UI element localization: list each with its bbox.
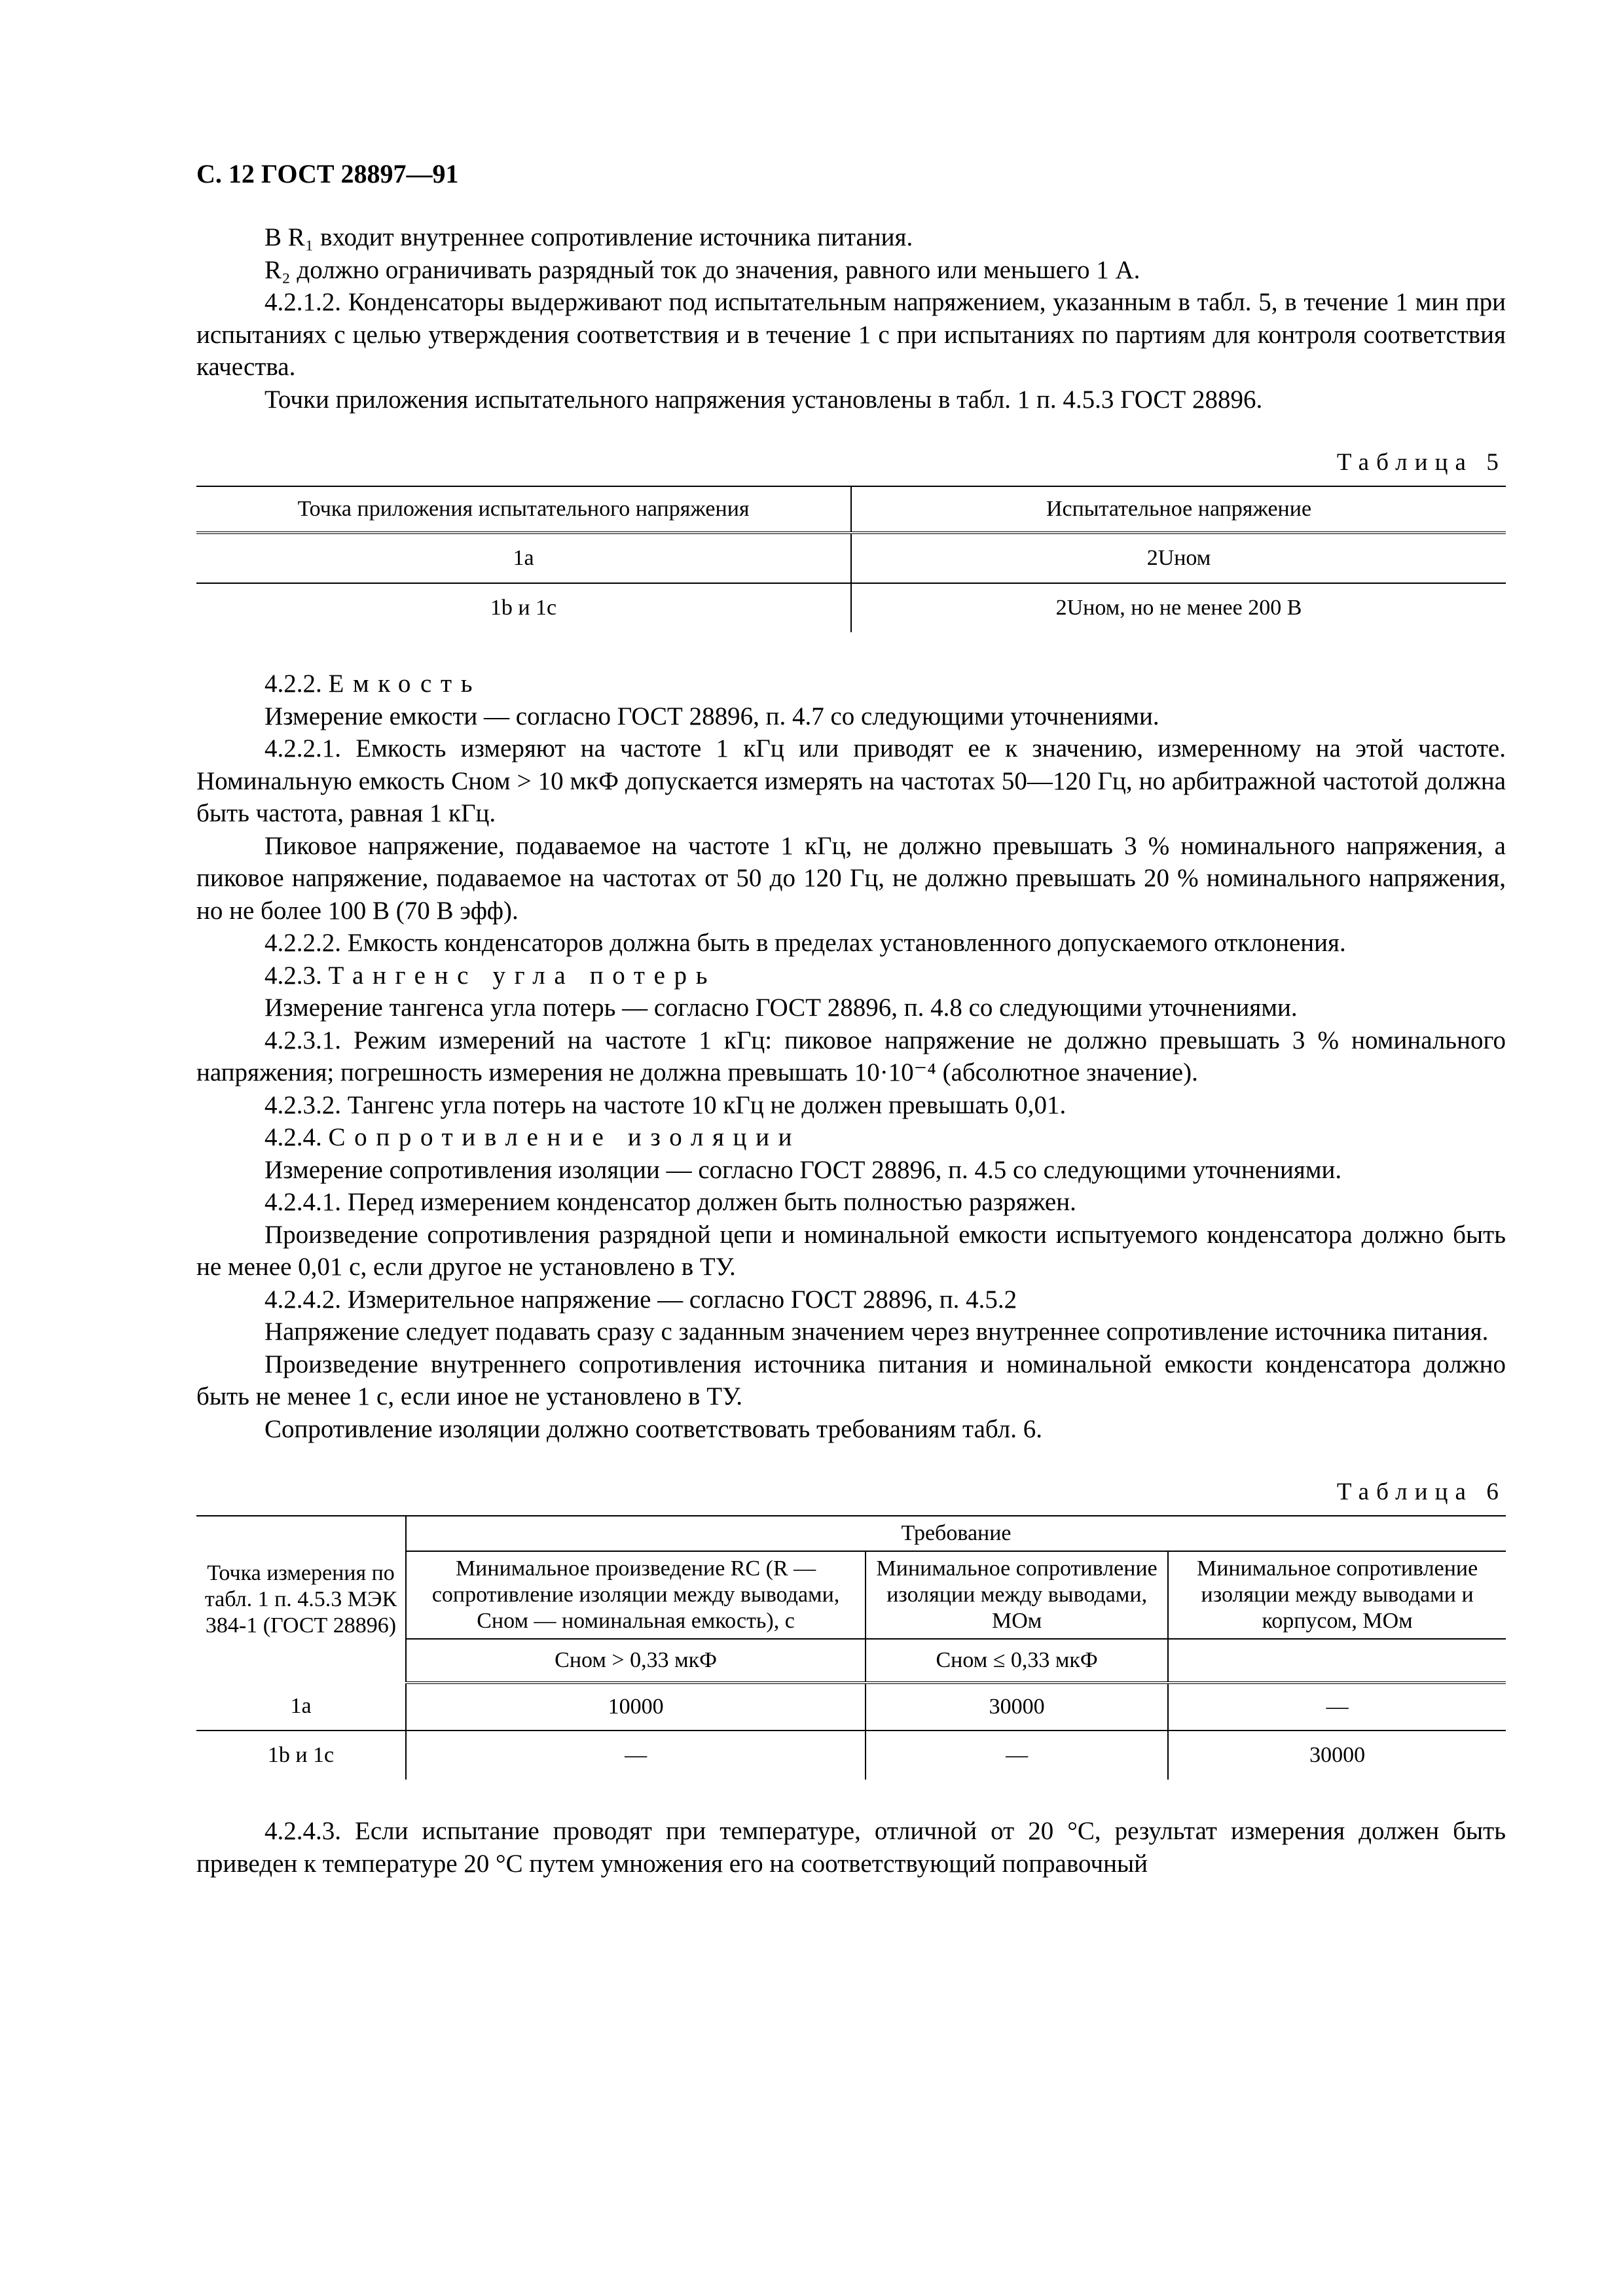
section-heading-4-2-2: [196, 668, 1506, 700]
table-cell: 30000: [866, 1683, 1168, 1731]
table-row: [196, 533, 1506, 583]
table-cell: 1b и 1c: [196, 583, 851, 632]
paragraph: 4.2.2.1. Емкость измеряют на частоте 1 кГц или приводят ее к значению, измеренному на этой частоте. Номинальную емкость Cном > 10 мкФ допускается измерять на частотах 50—120 Гц, но арбитражной частотой должна быть частота, равная 1 кГц.: [196, 734, 1506, 827]
table-cell: 1a: [196, 533, 851, 583]
section-heading-4-2-4: [196, 1121, 1506, 1154]
table-6-header-leads: Минимальное сопротивление изоляции между выводами, МОм: [866, 1551, 1168, 1639]
table-cell: —: [866, 1731, 1168, 1780]
section-title: Емкость: [328, 670, 482, 698]
table-6-subheader: [1168, 1639, 1506, 1683]
section-number: 4.2.2.: [264, 670, 322, 698]
paragraph: Произведение внутреннего сопротивления источника питания и номинальной емкости конденсатора должно быть не менее 1 с, если иное не установлено в ТУ.: [196, 1350, 1506, 1410]
section-title: Тангенс угла потерь: [328, 961, 717, 990]
section-number: 4.2.3.: [264, 961, 322, 990]
paragraph: В R₁ входит внутреннее сопротивление источника питания.: [264, 223, 913, 251]
table-6-header-point: Точка измерения по табл. 1 п. 4.5.3 МЭК 384-1 (ГОСТ 28896): [196, 1516, 406, 1683]
table-5: [196, 486, 1506, 632]
paragraph: Пиковое напряжение, подаваемое на частоте 1 кГц, не должно превышать 3 % номинального напряжения, а пиковое напряжение, подаваемое на частотах от 50 до 120 Гц, не должно превышать 20 % номинального напряжения, но не более 100 В (70 В эфф).: [196, 831, 1506, 925]
table-6-header-group: Требование: [901, 1521, 1012, 1545]
section-number: 4.2.4.: [264, 1123, 322, 1151]
table-6-subheader: Cном ≤ 0,33 мкФ: [866, 1639, 1168, 1683]
page-header: С. 12 ГОСТ 28897—91: [196, 159, 459, 188]
table-5-header-voltage: Испытательное напряжение: [851, 486, 1506, 533]
paragraph: Произведение сопротивления разрядной цепи и номинальной емкости испытуемого конденсатора должно быть не менее 0,01 с, если другое не установлено в ТУ.: [196, 1220, 1506, 1281]
paragraph: Измерение тангенса угла потерь — согласно ГОСТ 28896, п. 4.8 со следующими уточнениями.: [264, 994, 1298, 1022]
table-cell: 30000: [1309, 1743, 1366, 1767]
paragraph: Точки приложения испытательного напряжения установлены в табл. 1 п. 4.5.3 ГОСТ 28896.: [264, 385, 1263, 414]
table-row: [196, 583, 1506, 632]
paragraph: 4.2.3.2. Тангенс угла потерь на частоте 10 кГц не должен превышать 0,01.: [264, 1090, 1067, 1119]
table-cell: 1b и 1c: [196, 1731, 406, 1780]
paragraph: R₂ должно ограничивать разрядный ток до значения, равного или меньшего 1 А.: [264, 255, 1140, 284]
table-cell: —: [1168, 1683, 1506, 1731]
table-6: [196, 1515, 1506, 1780]
paragraph: 4.2.1.2. Конденсаторы выдерживают под испытательным напряжением, указанным в табл. 5, в течение 1 мин при испытаниях с целью утверждения соответствия и в течение 1 с при испытаниях по партиям для контроля соответствия качества.: [196, 288, 1506, 381]
paragraph: 4.2.4.1. Перед измерением конденсатор должен быть полностью разряжен.: [264, 1188, 1076, 1216]
paragraph: 4.2.4.3. Если испытание проводят при температуре, отличной от 20 °С, результат измерения должен быть приведен к температуре 20 °С путем умножения его на соответствующий поправочный: [196, 1817, 1506, 1878]
table-cell: —: [406, 1731, 866, 1780]
table-cell: 2Uном: [851, 533, 1506, 583]
table-row: [196, 1731, 1506, 1780]
table-row: [196, 1683, 1506, 1731]
table-cell: 2Uном, но не менее 200 В: [1055, 596, 1302, 620]
paragraph: Измерение емкости — согласно ГОСТ 28896, п. 4.7 со следующими уточнениями.: [264, 702, 1159, 730]
table-cell: 1a: [196, 1683, 406, 1731]
table-5-header-point: Точка приложения испытательного напряжения: [196, 486, 851, 533]
table-cell: 10000: [406, 1683, 866, 1731]
paragraph: Сопротивление изоляции должно соответствовать требованиям табл. 6.: [264, 1414, 1042, 1443]
section-heading-4-2-3: [196, 960, 1506, 992]
table-6-header-rc: Минимальное произведение RC (R — сопротивление изоляции между выводами, Cном — номинальная емкость), с: [406, 1551, 866, 1639]
paragraph: Напряжение следует подавать сразу с заданным значением через внутреннее сопротивление источника питания.: [264, 1318, 1489, 1346]
table-6-header-case: Минимальное сопротивление изоляции между выводами и корпусом, МОм: [1168, 1551, 1506, 1639]
paragraph: Измерение сопротивления изоляции — согласно ГОСТ 28896, п. 4.5 со следующими уточнениями.: [264, 1155, 1342, 1184]
paragraph: 4.2.2.2. Емкость конденсаторов должна быть в пределах установленного допускаемого отклонения.: [264, 929, 1346, 957]
paragraph: 4.2.4.2. Измерительное напряжение — согласно ГОСТ 28896, п. 4.5.2: [264, 1285, 1017, 1314]
table-6-subheader: Cном > 0,33 мкФ: [406, 1639, 866, 1683]
table-6-caption: Таблица 6: [1336, 1479, 1506, 1505]
document-page: [196, 157, 1506, 1880]
table-5-caption: Таблица 5: [1336, 449, 1506, 476]
paragraph: 4.2.3.1. Режим измерений на частоте 1 кГц: пиковое напряжение не должно превышать 3 % номинального напряжения; погрешность измерения не должна превышать 10·10⁻⁴ (абсолютное значение).: [196, 1026, 1506, 1086]
section-title: Сопротивление изоляции: [328, 1123, 801, 1151]
